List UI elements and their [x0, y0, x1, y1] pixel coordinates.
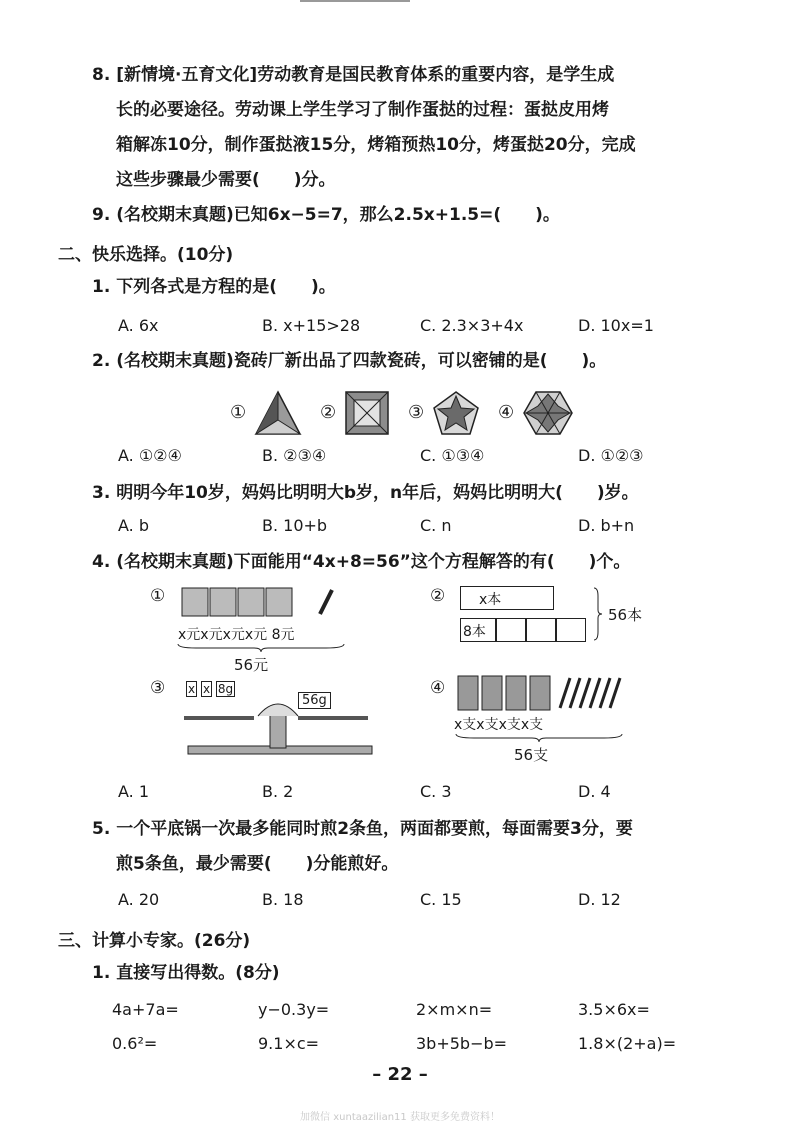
c4-fig4-marker: ④ [430, 678, 446, 698]
c2-option-a: A. ①②④ [118, 446, 182, 465]
c4-fig2-bottom-bar [460, 618, 496, 642]
c4-fig2-total: 56本 [608, 606, 643, 624]
calc-r1-c2: y−0.3y= [258, 1000, 330, 1019]
c3-option-b: B. 10+b [262, 516, 328, 535]
q8-line2: 长的必要途径。劳动课上学生学习了制作蛋挞的过程：蛋挞皮用烤 [116, 100, 609, 120]
c4-fig3-left-weights [186, 682, 235, 696]
c1-option-d: D. 10x=1 [578, 316, 654, 335]
c4-fig2-seg3 [556, 618, 586, 642]
calc-r1-c1: 4a+7a= [112, 1000, 179, 1019]
c4-fig4-labels: x支x支x支x支 [454, 717, 544, 733]
c5-line1: 5. 一个平底锅一次最多能同时煎2条鱼，两面都要煎，每面需要3分，要 [92, 819, 633, 839]
brace-icon [176, 642, 346, 652]
c4-fig2-seg1 [496, 618, 526, 642]
c4-figure-2 [430, 584, 670, 654]
c3-option-d: D. b+n [578, 516, 635, 535]
c4-option-a: A. 1 [118, 782, 150, 801]
c4-fig3-right-weight: 56g [298, 692, 331, 709]
weight-x-1: x [188, 682, 196, 696]
c5-option-b: B. 18 [262, 890, 304, 909]
c4-fig2-seg2 [526, 618, 556, 642]
calc-title: 1. 直接写出得数。(8分) [92, 963, 280, 983]
calc-r1-c4: 3.5×6x= [578, 1000, 650, 1019]
q8-line3: 箱解冻10分，制作蛋挞液15分，烤箱预热10分，烤蛋挞20分，完成 [116, 135, 636, 155]
triangle-tile-icon [254, 390, 302, 436]
hexagon-tile-icon [522, 390, 574, 436]
top-rule [300, 0, 410, 2]
brace-icon-2 [454, 732, 624, 742]
c1-option-c: C. 2.3×3+4x [420, 316, 524, 335]
c4-fig2-top-bar [460, 586, 554, 610]
c5-option-a: A. 20 [118, 890, 160, 909]
c4-fig2-marker: ② [430, 586, 446, 606]
vertical-brace-icon [592, 586, 604, 642]
q9: 9. (名校期末真题)已知6x−5=7，那么2.5x+1.5=( )。 [92, 205, 560, 225]
c2-marker-3: ③ [408, 402, 425, 423]
page-number: – 22 – [372, 1064, 428, 1085]
c4-fig1-marker: ① [150, 586, 166, 606]
section3-title: 三、计算小专家。(26分) [58, 931, 251, 951]
c1-option-a: A. 6x [118, 316, 159, 335]
c4-fig3-marker: ③ [150, 678, 166, 698]
watermark: 加微信 xuntaazilian11 获取更多免费资料！ [300, 1112, 500, 1123]
c2-option-c: C. ①③④ [420, 446, 485, 465]
c4-figure-3 [150, 676, 380, 760]
calc-r1-c3: 2×m×n= [416, 1000, 493, 1019]
c5-option-c: C. 15 [420, 890, 462, 909]
calc-r2-c3: 3b+5b−b= [416, 1034, 508, 1053]
c4-fig2-top-label: x本 [479, 592, 502, 608]
c2-marker-4: ④ [498, 402, 515, 423]
calc-r2-c4: 1.8×(2+a)= [578, 1034, 677, 1053]
c4-fig1-total: 56元 [234, 656, 269, 674]
q8-line4: 这些步骤最少需要( )分。 [116, 170, 336, 190]
c2-option-d: D. ①②③ [578, 446, 644, 465]
c3-option-a: A. b [118, 516, 149, 535]
c2-marker-1: ① [230, 402, 247, 423]
c4-figure-4 [430, 672, 630, 768]
c4-stem: 4. (名校期末真题)下面能用“4x+8=56”这个方程解答的有( )个。 [92, 552, 631, 572]
pentagon-star-tile-icon [432, 390, 480, 436]
c4-figure-1 [150, 584, 370, 676]
c2-stem: 2. (名校期末真题)瓷砖厂新出品了四款瓷砖，可以密铺的是( )。 [92, 351, 607, 371]
calc-r2-c1: 0.6²= [112, 1034, 158, 1053]
c1-stem: 1. 下列各式是方程的是( )。 [92, 277, 336, 297]
pen-holders-and-pencils-icon [456, 672, 626, 712]
c5-line2: 煎5条鱼，最少需要( )分能煎好。 [116, 854, 399, 874]
c4-option-d: D. 4 [578, 782, 611, 801]
q8-line1: 8. [新情境·五育文化]劳动教育是国民教育体系的重要内容，是学生成 [92, 65, 615, 85]
c4-fig4-total: 56支 [514, 746, 549, 764]
c4-fig2-bottom-label: 8本 [463, 624, 486, 640]
c4-option-c: C. 3 [420, 782, 452, 801]
weight-8g: 8g [217, 682, 234, 696]
c3-option-c: C. n [420, 516, 452, 535]
c1-option-b: B. x+15>28 [262, 316, 361, 335]
c3-stem: 3. 明明今年10岁，妈妈比明明大b岁，n年后，妈妈比明明大( )岁。 [92, 483, 639, 503]
weight-x-2: x [202, 682, 211, 696]
section2-title: 二、快乐选择。(10分) [58, 245, 234, 265]
calc-r2-c2: 9.1×c= [258, 1034, 320, 1053]
c2-marker-2: ② [320, 402, 337, 423]
c2-tiles [230, 390, 600, 440]
c4-option-b: B. 2 [262, 782, 294, 801]
c5-option-d: D. 12 [578, 890, 621, 909]
c4-fig1-labels: x元x元x元x元 8元 [178, 627, 295, 643]
notebooks-and-pen-icon [180, 584, 340, 618]
c2-option-b: B. ②③④ [262, 446, 327, 465]
square-tile-icon [344, 390, 390, 436]
